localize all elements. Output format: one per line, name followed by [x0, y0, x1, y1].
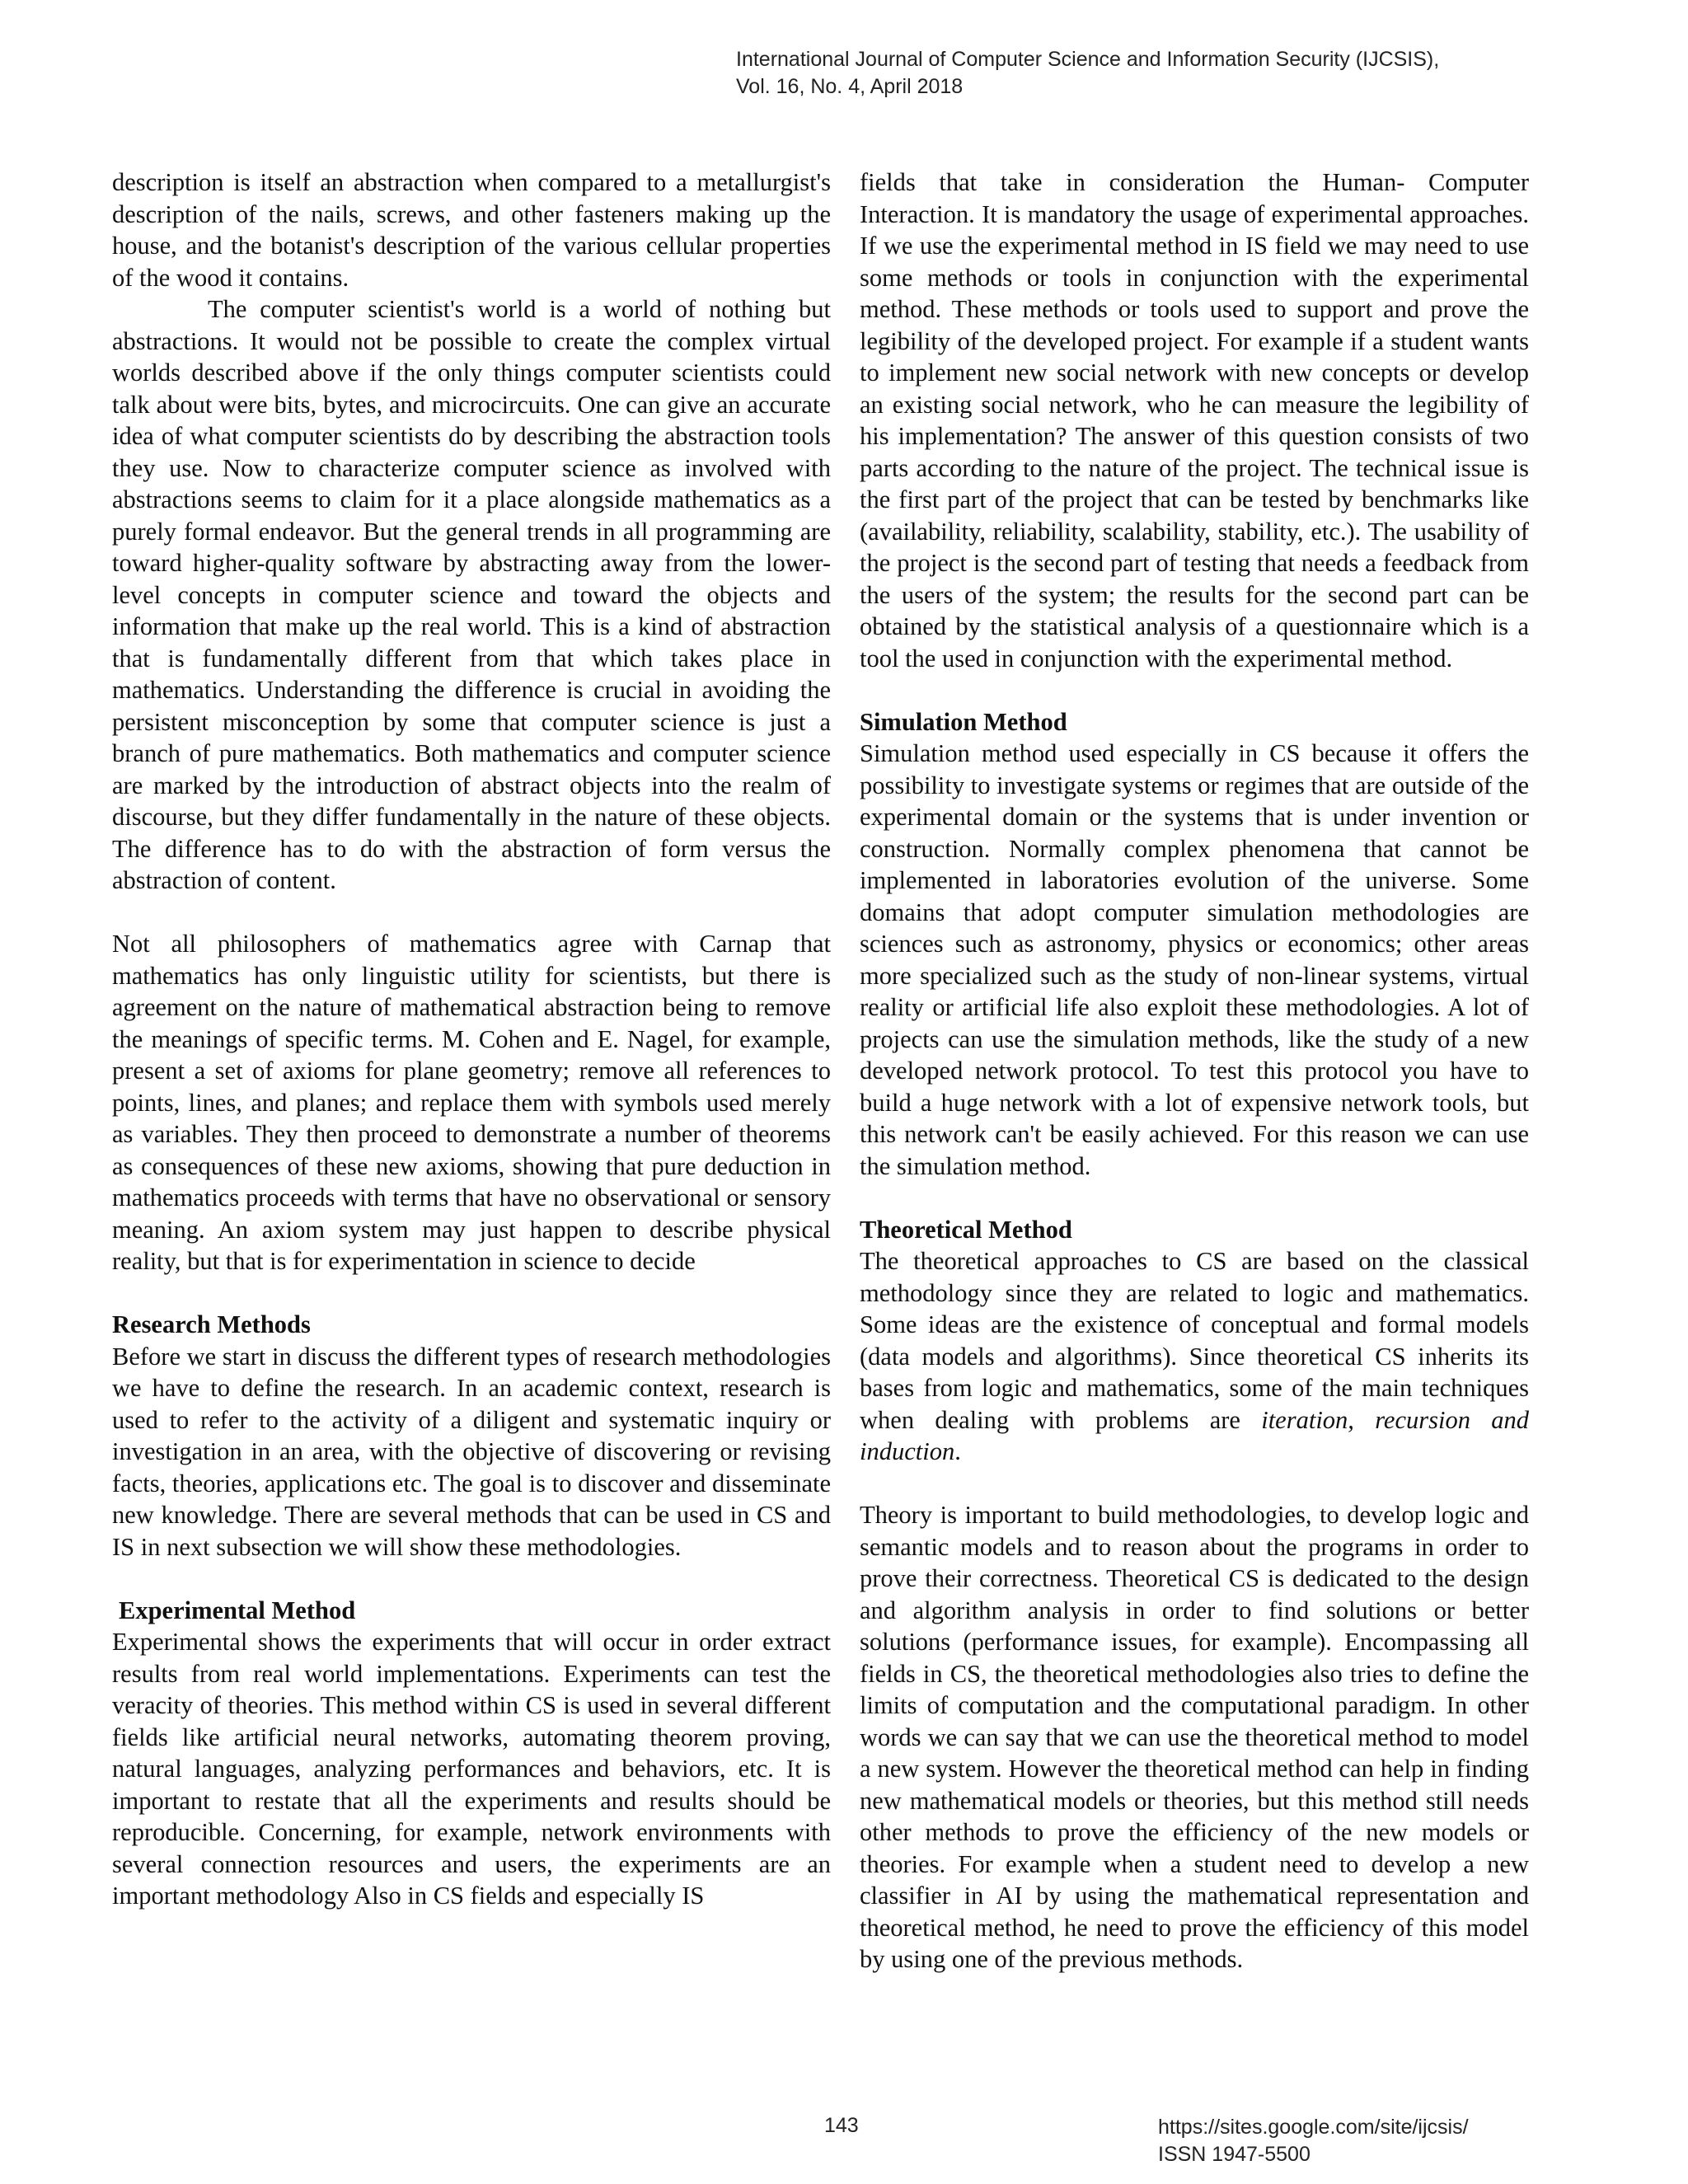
paragraph-text: The theoretical approaches to CS are based on the classical methodology since they are related to logic and mathematics. Some ideas are the existence of conceptual and formal models (data models and algorithms). Since theoretical CS inherits its bases from logic and mathematics, some of the main techniques when dealing with problems are: [860, 1247, 1529, 1434]
left-column: [112, 166, 831, 1912]
paragraph: Theory is important to build methodologies, to develop logic and semantic models and to reason about the programs in order to prove their correctness. Theoretical CS is dedicated to the design and algorithm analysis in order to find solutions or better solutions (performance issues, for example). Encompassing all fields in CS, the theoretical methodologies also tries to define the limits of computation and the computational paradigm. In other words we can say that we can use the theoretical method to model a new system. However the theoretical method can help in finding new mathematical models or theories, but this method still needs other methods to prove the efficiency of the new models or theories. For example when a student need to develop a new classifier in AI by using the mathematical representation and theoretical method, he need to prove the efficiency of this model by using one of the previous methods.: [860, 1501, 1529, 1973]
section-heading-research-methods: Research Methods: [112, 1310, 311, 1338]
paragraph: Experimental shows the experiments that will occur in order extract results from real world implementations. Experiments can test the veracity of theories. This method within CS is used in several different fields like artificial neural networks, automating theorem proving, natural languages, analyzing performances and behaviors, etc. It is important to restate that all the experiments and results should be reproducible. Concerning, for example, network environments with several connection resources and users, the experiments are an important methodology Also in CS fields and especially IS: [112, 1628, 831, 1910]
paragraph-end: .: [954, 1437, 961, 1465]
section-heading-theoretical-method: Theoretical Method: [860, 1215, 1072, 1244]
paragraph: fields that take in consideration the Human- Computer Interaction. It is mandatory the usage of experimental approaches. If we use the experimental method in IS field we may need to use some methods or tools in conjunction with the experimental method. These methods or tools used to support and prove the legibility of the developed project. For example if a student wants to implement new social network with new concepts or develop an existing social network, who he can measure the legibility of his implementation? The answer of this question consists of two parts according to the nature of the project. The technical issue is the first part of the project that can be tested by benchmarks like (availability, reliability, scalability, stability, etc.). The usability of the project is the second part of testing that needs a feedback from the users of the system; the results for the second part can be obtained by the statistical analysis of a questionnaire which is a tool the used in conjunction with the experimental method.: [860, 168, 1529, 673]
footer-info: [1158, 2114, 1469, 2168]
right-column: [860, 166, 1529, 1975]
journal-title: International Journal of Computer Science and Information Security (IJCSIS),: [736, 48, 1440, 71]
italic-term-list: iteration, recursion and induction: [860, 1405, 1530, 1465]
journal-url: https://sites.google.com/site/ijcsis/: [1158, 2116, 1469, 2139]
paragraph: Not all philosophers of mathematics agree with Carnap that mathematics has only linguistic utility for scientists, but there is agreement on the nature of mathematical abstraction being to remove the meanings of specific terms. M. Cohen and E. Nagel, for example, present a set of axioms for plane geometry; remove all references to points, lines, and planes; and replace them with symbols used merely as variables. They then proceed to demonstrate a number of theorems as consequences of these new axioms, showing that pure deduction in mathematics proceeds with terms that have no observational or sensory meaning. An axiom system may just happen to describe physical reality, but that is for experimentation in science to decide: [112, 930, 831, 1275]
paragraph: Before we start in discuss the different types of research methodologies we have to define the research. In an academic context, research is used to refer to the activity of a diligent and systematic inquiry or investigation in an area, with the objective of discovering or revising facts, theories, applications etc. The goal is to discover and disseminate new knowledge. There are several methods that can be used in CS and IS in next subsection we will show these methodologies.: [112, 1342, 831, 1561]
paragraph: [860, 1245, 1529, 1468]
section-heading-simulation-method: Simulation Method: [860, 707, 1067, 736]
page-number: 143: [824, 2114, 859, 2137]
paragraph: description is itself an abstraction when compared to a metallurgist's description of the nails, screws, and other fasteners making up the house, and the botanist's description of the various cellular properties of the wood it contains.: [112, 168, 831, 292]
section-heading-experimental-method: Experimental Method: [119, 1596, 356, 1624]
journal-header: [736, 46, 1643, 101]
paragraph: Simulation method used especially in CS because it offers the possibility to investigate systems or regimes that are outside of the experimental domain or the systems that is under invention or construction. Normally complex phenomena that cannot be implemented in laboratories evolution of the universe. Some domains that adopt computer simulation methodologies are sciences such as astronomy, physics or economics; other areas more specialized such as the study of non-linear systems, virtual reality or artificial life also exploit these methodologies. A lot of projects can use the simulation methods, like the study of a new developed network protocol. To test this protocol you have to build a huge network with a lot of expensive network tools, but this network can't be easily achieved. For this reason we can use the simulation method.: [860, 739, 1529, 1180]
journal-issue: Vol. 16, No. 4, April 2018: [736, 75, 964, 98]
journal-issn: ISSN 1947-5500: [1158, 2143, 1311, 2166]
paragraph: The computer scientist's world is a world of nothing but abstractions. It would not be possible to create the complex virtual worlds described above if the only things computer scientists could talk about were bits, bytes, and microcircuits. One can give an accurate idea of what computer scientists do by describing the abstraction tools they use. Now to characterize computer science as involved with abstractions seems to claim for it a place alongside mathematics as a purely formal endeavor. But the general trends in all programming are toward higher-quality software by abstracting away from the lower-level concepts in computer science and toward the objects and information that make up the real world. This is a kind of abstraction that is fundamentally different from that which takes place in mathematics. Understanding the difference is crucial in avoiding the persistent misconception by some that computer science is just a branch of pure mathematics. Both mathematics and computer science are marked by the introduction of abstract objects into the realm of discourse, but they differ fundamentally in the nature of these objects. The difference has to do with the abstraction of form versus the abstraction of content.: [112, 295, 831, 894]
